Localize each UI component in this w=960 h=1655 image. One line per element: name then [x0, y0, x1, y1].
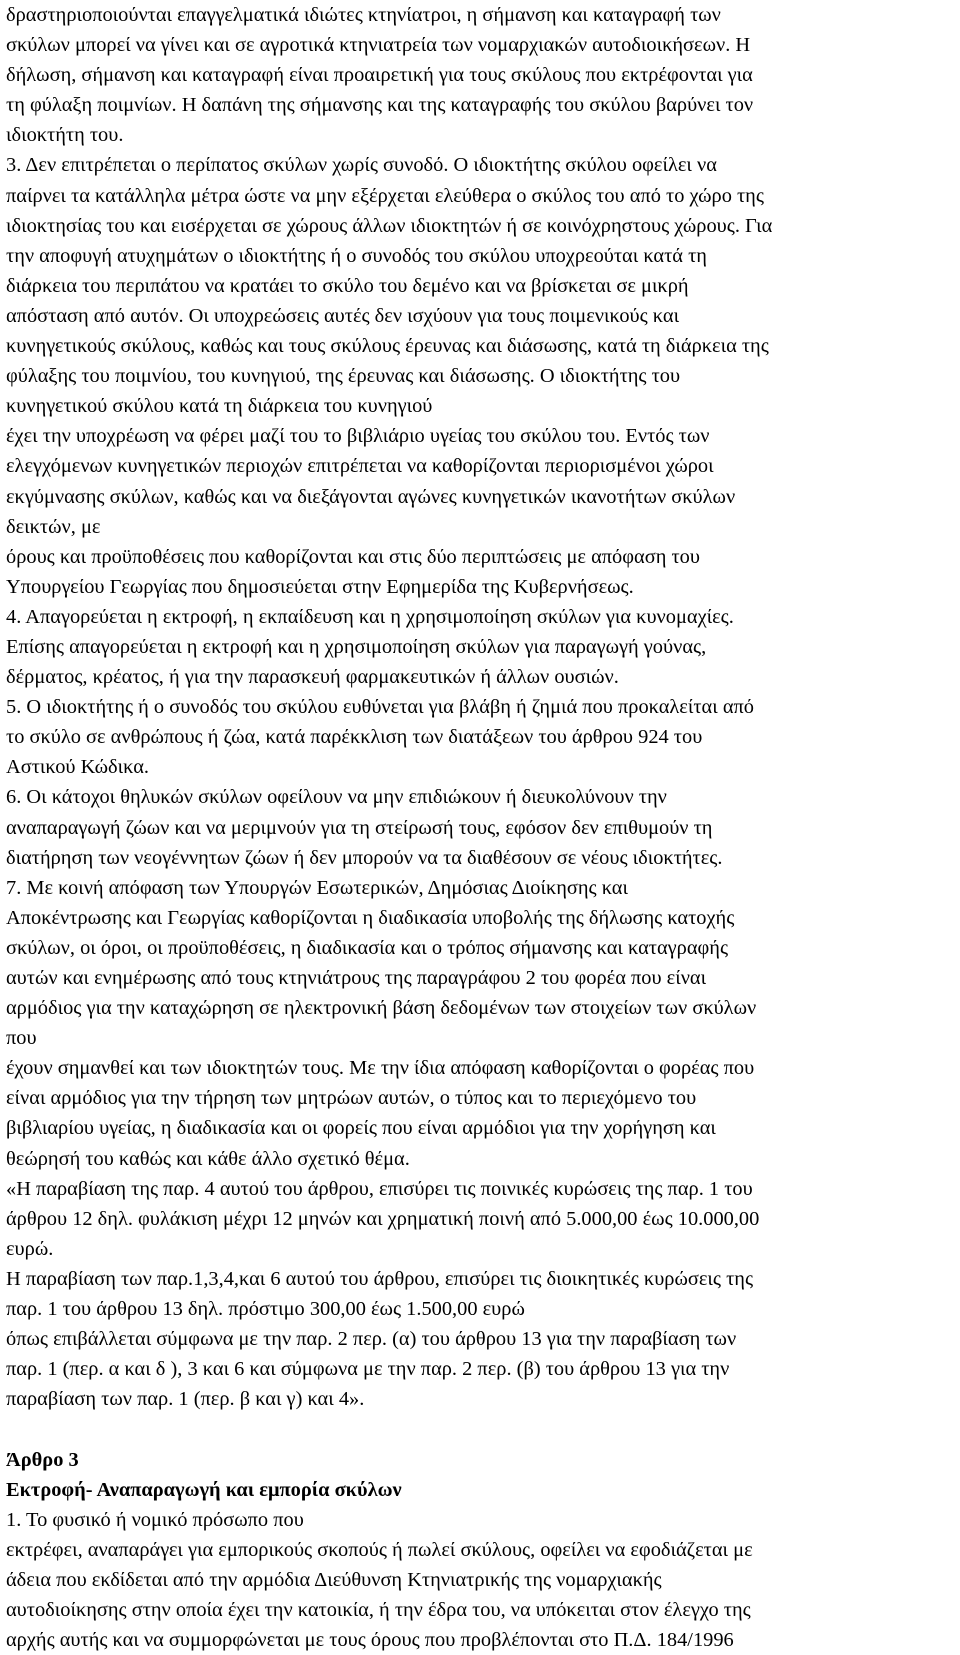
text-line: θεώρησή του καθώς και κάθε άλλο σχετικό θέμα.	[6, 1147, 410, 1170]
text-line: εκγύμνασης σκύλων, καθώς και να διεξάγονται αγώνες κυνηγετικών ικανοτήτων σκύλων	[6, 485, 736, 508]
text-line: σκύλων, οι όροι, οι προϋποθέσεις, η διαδικασία και ο τρόπος σήμανσης και καταγραφής	[6, 936, 729, 959]
text-line: είναι αρμόδιος για την τήρηση των μητρώων αυτών, ο τύπος και το περιεχόμενο του	[6, 1087, 697, 1110]
text-line: βιβλιαρίου υγείας, η διαδικασία και οι φορείς που είναι αρμόδιοι για την χορήγηση και	[6, 1117, 716, 1140]
text-line: 5. Ο ιδιοκτήτης ή ο συνοδός του σκύλου ευθύνεται για βλάβη ή ζημιά που προκαλείται από	[6, 696, 754, 719]
text-line: φύλαξης του ποιμνίου, του κυνηγιού, της έρευνας και διάσωσης. Ο ιδιοκτήτης του	[6, 365, 681, 388]
article-body-text	[6, 1505, 950, 1655]
text-line: 7. Με κοινή απόφαση των Υπουργών Εσωτερικών, Δημόσιας Διοίκησης και	[6, 876, 628, 899]
blank-line	[6, 1414, 950, 1444]
body-text	[6, 0, 950, 1414]
text-line: σκύλων μπορεί να γίνει και σε αγροτικά κτηνιατρεία των νομαρχιακών αυτοδιοικήσεων. Η	[6, 34, 751, 57]
text-line: την αποφυγή ατυχημάτων ο ιδιοκτήτης ή ο συνοδός του σκύλου υποχρεούται κατά τη	[6, 244, 707, 267]
text-line: ιδιοκτησίας του και εισέρχεται σε χώρους άλλων ιδιοκτητών ή σε κοινόχρηστους χώρους. Για	[6, 214, 773, 237]
text-line: παρ. 1 του άρθρου 13 δηλ. πρόστιμο 300,00 έως 1.500,00 ευρώ	[6, 1298, 525, 1321]
text-line: ευρώ.	[6, 1237, 54, 1260]
text-line: 4. Απαγορεύεται η εκτροφή, η εκπαίδευση και η χρησιμοποίηση σκύλων για κυνομαχίες.	[6, 605, 734, 628]
text-line: απόσταση από αυτόν. Οι υποχρεώσεις αυτές δεν ισχύουν για τους ποιμενικούς και	[6, 304, 680, 327]
text-line: εκτρέφει, αναπαράγει για εμπορικούς σκοπούς ή πωλεί σκύλους, οφείλει να εφοδιάζεται με	[6, 1538, 753, 1561]
text-line: διατήρηση των νεογέννητων ζώων ή δεν μπορούν να τα διαθέσουν σε νέους ιδιοκτήτες.	[6, 846, 723, 869]
text-line: όπως επιβάλλεται σύμφωνα με την παρ. 2 περ. (α) του άρθρου 13 για την παραβίαση των	[6, 1328, 737, 1351]
text-line: 3. Δεν επιτρέπεται ο περίπατος σκύλων χωρίς συνοδό. Ο ιδιοκτήτης σκύλου οφείλει να	[6, 154, 717, 177]
text-line: αρχής αυτής και να συμμορφώνεται με τους όρους που προβλέπονται στο Π.Δ. 184/1996	[6, 1629, 734, 1652]
text-line: έχει την υποχρέωση να φέρει μαζί του το βιβλιάριο υγείας του σκύλου του. Εντός των	[6, 425, 710, 448]
text-line: δέρματος, κρέατος, ή για την παρασκευή φαρμακευτικών ή άλλων ουσιών.	[6, 666, 619, 689]
text-line: Αποκέντρωσης και Γεωργίας καθορίζονται η διαδικασία υποβολής της δήλωσης κατοχής	[6, 906, 735, 929]
text-line: δήλωση, σήμανση και καταγραφή είναι προαιρετική για τους σκύλους που εκτρέφονται για	[6, 64, 753, 87]
text-line: Επίσης απαγορεύεται η εκτροφή και η χρησιμοποίηση σκύλων για παραγωγή γούνας,	[6, 635, 707, 658]
text-line: το σκύλο σε ανθρώπους ή ζώα, κατά παρέκκλιση των διατάξεων του άρθρου 924 του	[6, 726, 703, 749]
text-line: άρθρου 12 δηλ. φυλάκιση μέχρι 12 μηνών και χρηματική ποινή από 5.000,00 έως 10.000,00	[6, 1207, 760, 1230]
text-line: ελεγχόμενων κυνηγετικών περιοχών επιτρέπεται να καθορίζονται περιορισμένοι χώροι	[6, 455, 714, 478]
text-line: τη φύλαξη ποιμνίων. Η δαπάνη της σήμανσης και της καταγραφής του σκύλου βαρύνει τον	[6, 94, 754, 117]
article-title: Εκτροφή- Αναπαραγωγή και εμπορία σκύλων	[6, 1478, 402, 1501]
text-line: 6. Οι κάτοχοι θηλυκών σκύλων οφείλουν να μην επιδιώκουν ή διευκολύνουν την	[6, 786, 667, 809]
text-line: δραστηριοποιούνται επαγγελματικά ιδιώτες κτηνίατροι, η σήμανση και καταγραφή των	[6, 4, 721, 26]
text-line: 1. Το φυσικό ή νομικό πρόσωπο που	[6, 1508, 304, 1531]
text-line: παρ. 1 (περ. α και δ ), 3 και 6 και σύμφωνα με την παρ. 2 περ. (β) του άρθρου 13 για την	[6, 1358, 730, 1381]
text-line: παραβίαση των παρ. 1 (περ. β και γ) και 4».	[6, 1388, 365, 1411]
text-line: έχουν σημανθεί και των ιδιοκτητών τους. Με την ίδια απόφαση καθορίζονται ο φορέας που	[6, 1057, 755, 1080]
text-line: που	[6, 1027, 37, 1050]
article-number: Άρθρο 3	[6, 1448, 79, 1471]
text-line: κυνηγετικούς σκύλους, καθώς και τους σκύλους έρευνας και διάσωσης, κατά τη διάρκεια της	[6, 335, 769, 358]
text-line: Η παραβίαση των παρ.1,3,4,και 6 αυτού του άρθρου, επισύρει τις διοικητικές κυρώσεις της	[6, 1267, 754, 1290]
text-line: παίρνει τα κατάλληλα μέτρα ώστε να μην εξέρχεται ελεύθερα ο σκύλος του από το χώρο της	[6, 184, 764, 207]
text-line: «Η παραβίαση της παρ. 4 αυτού του άρθρου, επισύρει τις ποινικές κυρώσεις της παρ. 1 του	[6, 1177, 753, 1200]
text-line: αυτών και ενημέρωσης από τους κτηνιάτρους της παραγράφου 2 του φορέα που είναι	[6, 967, 707, 989]
text-line: Αστικού Κώδικα.	[6, 756, 149, 779]
text-line: αναπαραγωγή ζώων και να μεριμνούν για τη στείρωσή τους, εφόσον δεν επιθυμούν τη	[6, 816, 713, 839]
text-line: αυτοδιοίκησης στην οποία έχει την κατοικία, ή την έδρα του, να υπόκειται στον έλεγχο της	[6, 1598, 751, 1621]
text-line: δεικτών, με	[6, 515, 101, 538]
text-line: αρμόδιος για την καταχώρηση σε ηλεκτρονική βάση δεδομένων των στοιχείων των σκύλων	[6, 997, 757, 1020]
text-line: Υπουργείου Γεωργίας που δημοσιεύεται στην Εφημερίδα της Κυβερνήσεως.	[6, 575, 634, 598]
text-line: ιδιοκτήτη του.	[6, 124, 124, 147]
text-line: κυνηγετικού σκύλου κατά τη διάρκεια του κυνηγιού	[6, 395, 433, 418]
text-line: όρους και προϋποθέσεις που καθορίζονται και στις δύο περιπτώσεις με απόφαση του	[6, 545, 700, 568]
text-line: άδεια που εκδίδεται από την αρμόδια Διεύθυνση Κτηνιατρικής της νομαρχιακής	[6, 1568, 662, 1591]
document-page	[6, 0, 950, 1655]
text-line: διάρκεια του περιπάτου να κρατάει το σκύλο του δεμένο και να βρίσκεται σε μικρή	[6, 274, 689, 297]
